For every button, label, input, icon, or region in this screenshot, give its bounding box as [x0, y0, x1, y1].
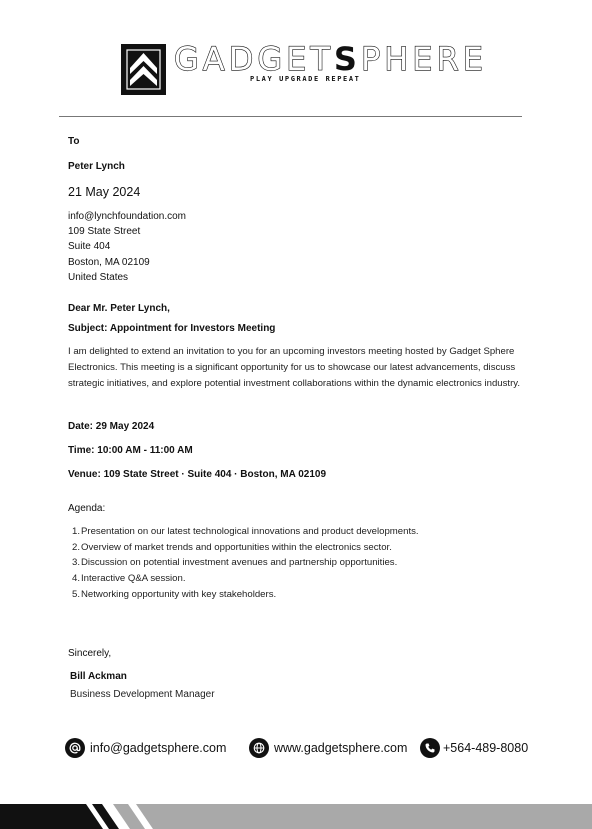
letter-date: 21 May 2024 [68, 185, 141, 199]
address-street: 109 State Street [68, 226, 141, 238]
meeting-date: Date: 29 May 2024 [68, 421, 155, 432]
brand-tagline: PLAY UPGRADE REPEAT [250, 75, 361, 83]
recipient-name: Peter Lynch [68, 161, 125, 172]
address-country: United States [68, 271, 129, 283]
brand-part-2: S [333, 40, 361, 78]
agenda-item: 2.Overview of market trends and opportunities within the electronics sector. [72, 541, 392, 553]
header-divider [59, 116, 522, 117]
meeting-venue: Venue: 109 State Street · Suite 404 · Boston, MA 02109 [68, 469, 327, 480]
footer-stripes [0, 804, 592, 829]
globe-icon [249, 738, 269, 758]
agenda-item: 5.Networking opportunity with key stakeholders. [72, 588, 277, 600]
contact-email-text[interactable]: info@gadgetsphere.com [90, 741, 227, 755]
meeting-time: Time: 10:00 AM - 11:00 AM [68, 445, 193, 456]
brand-wordmark [174, 41, 487, 77]
contact-website-text[interactable]: www.gadgetsphere.com [274, 741, 408, 755]
contact-phone[interactable] [420, 738, 528, 758]
salutation: Dear Mr. Peter Lynch, [68, 303, 170, 314]
recipient-address [68, 209, 186, 285]
logo-mark [121, 44, 166, 95]
brand-part-1: GADGET [174, 40, 334, 78]
signer-name: Bill Ackman [70, 671, 127, 682]
contact-email[interactable] [65, 738, 226, 758]
agenda-item: 3.Discussion on potential investment avenues and partnership opportunities. [72, 557, 398, 569]
address-email: info@lynchfoundation.com [68, 211, 186, 222]
letter-body: I am delighted to extend an invitation to you for an upcoming investors meeting hosted by Gadget Sphere Electronics. This meeting is a significant opportunity for us to showcase our latest advancements, discuss strategic initiatives, and explore potential investment collaborations within the dynamic electronics industry. [68, 346, 521, 389]
closing: Sincerely, [68, 648, 112, 659]
agenda-item: 1.Presentation on our latest technological innovations and product developments. [72, 526, 419, 537]
contact-website[interactable] [249, 738, 407, 758]
at-icon [65, 738, 85, 758]
address-suite: Suite 404 [68, 241, 111, 253]
contact-phone-text[interactable]: +564-489-8080 [443, 741, 529, 755]
signer-title: Business Development Manager [70, 689, 215, 700]
agenda-title: Agenda: [68, 503, 106, 514]
subject-line: Subject: Appointment for Investors Meeting [68, 323, 276, 334]
brand-part-3: PHERE [360, 40, 487, 78]
agenda-item: 4.Interactive Q&A session. [72, 573, 186, 585]
phone-icon [420, 738, 440, 758]
agenda-list [72, 524, 419, 603]
to-label: To [68, 136, 80, 147]
address-city: Boston, MA 02109 [68, 256, 150, 268]
